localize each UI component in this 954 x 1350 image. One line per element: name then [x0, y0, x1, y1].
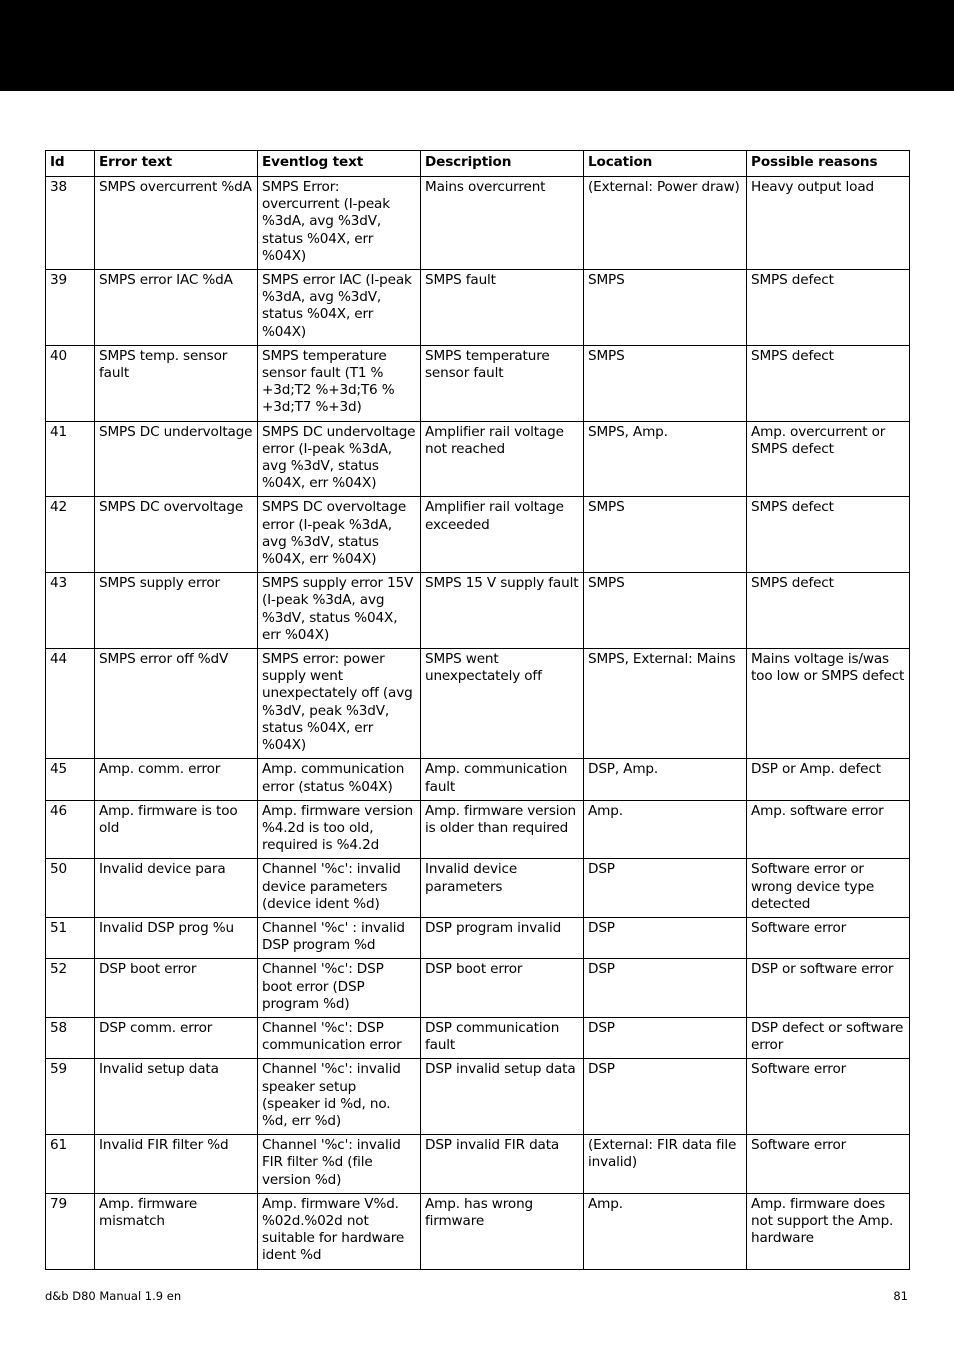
cell-eventlog-text: SMPS error: power supply went unexpectately off (avg %3dV, peak %3dV, status %04X, err %04X)	[258, 649, 421, 759]
cell-error-text: Amp. firmware is too old	[95, 800, 258, 859]
cell-eventlog-text: SMPS Error: overcurrent (I-peak %3dA, avg %3dV, status %04X, err %04X)	[258, 177, 421, 270]
cell-id: 58	[46, 1017, 95, 1058]
table-row	[46, 573, 910, 649]
cell-id: 61	[46, 1135, 95, 1194]
table-row	[46, 1059, 910, 1135]
table-row	[46, 759, 910, 800]
table-body	[46, 177, 910, 1270]
column-header-id: Id	[46, 151, 95, 177]
cell-description: Mains overcurrent	[421, 177, 584, 270]
cell-possible-reasons: Heavy output load	[747, 177, 910, 270]
cell-possible-reasons: Software error	[747, 1135, 910, 1194]
cell-possible-reasons: SMPS defect	[747, 573, 910, 649]
header-bar	[0, 0, 954, 91]
cell-possible-reasons: DSP or software error	[747, 959, 910, 1018]
cell-error-text: SMPS DC undervoltage	[95, 421, 258, 497]
cell-id: 46	[46, 800, 95, 859]
cell-id: 40	[46, 345, 95, 421]
cell-error-text: Invalid device para	[95, 859, 258, 918]
cell-possible-reasons: DSP defect or software error	[747, 1017, 910, 1058]
cell-location: Amp.	[584, 1193, 747, 1269]
cell-error-text: Invalid DSP prog %u	[95, 917, 258, 958]
table-row	[46, 177, 910, 270]
cell-description: DSP boot error	[421, 959, 584, 1018]
cell-error-text: SMPS supply error	[95, 573, 258, 649]
cell-location: DSP	[584, 859, 747, 918]
column-header-error-text: Error text	[95, 151, 258, 177]
column-header-location: Location	[584, 151, 747, 177]
cell-location: (External: FIR data file invalid)	[584, 1135, 747, 1194]
cell-error-text: Amp. comm. error	[95, 759, 258, 800]
cell-id: 42	[46, 497, 95, 573]
cell-location: SMPS, External: Mains	[584, 649, 747, 759]
cell-possible-reasons: SMPS defect	[747, 497, 910, 573]
cell-possible-reasons: Amp. software error	[747, 800, 910, 859]
cell-location: SMPS, Amp.	[584, 421, 747, 497]
column-header-description: Description	[421, 151, 584, 177]
cell-location: SMPS	[584, 270, 747, 346]
cell-description: SMPS 15 V supply fault	[421, 573, 584, 649]
cell-id: 38	[46, 177, 95, 270]
cell-location: DSP, Amp.	[584, 759, 747, 800]
cell-location: DSP	[584, 1017, 747, 1058]
cell-eventlog-text: Amp. communication error (status %04X)	[258, 759, 421, 800]
cell-error-text: SMPS overcurrent %dA	[95, 177, 258, 270]
table-row	[46, 959, 910, 1018]
cell-possible-reasons: Software error	[747, 917, 910, 958]
table-row	[46, 270, 910, 346]
cell-description: Amp. firmware version is older than required	[421, 800, 584, 859]
cell-location: Amp.	[584, 800, 747, 859]
cell-description: Amplifier rail voltage exceeded	[421, 497, 584, 573]
cell-eventlog-text: SMPS error IAC (I-peak %3dA, avg %3dV, status %04X, err %04X)	[258, 270, 421, 346]
footer-doc-title: d&b D80 Manual 1.9 en	[45, 1289, 182, 1303]
table-row	[46, 800, 910, 859]
cell-id: 52	[46, 959, 95, 1018]
table-row	[46, 859, 910, 918]
cell-error-text: DSP comm. error	[95, 1017, 258, 1058]
cell-eventlog-text: SMPS supply error 15V (I-peak %3dA, avg %3dV, status %04X, err %04X)	[258, 573, 421, 649]
cell-description: DSP invalid setup data	[421, 1059, 584, 1135]
cell-eventlog-text: Channel '%c': invalid FIR filter %d (file version %d)	[258, 1135, 421, 1194]
cell-description: DSP invalid FIR data	[421, 1135, 584, 1194]
cell-location: DSP	[584, 917, 747, 958]
cell-eventlog-text: SMPS temperature sensor fault (T1 % +3d;T2 %+3d;T6 % +3d;T7 %+3d)	[258, 345, 421, 421]
cell-eventlog-text: SMPS DC overvoltage error (I-peak %3dA, avg %3dV, status %04X, err %04X)	[258, 497, 421, 573]
cell-id: 79	[46, 1193, 95, 1269]
error-table	[45, 150, 910, 1270]
column-header-possible-reasons: Possible reasons	[747, 151, 910, 177]
table-row	[46, 421, 910, 497]
cell-error-text: DSP boot error	[95, 959, 258, 1018]
cell-location: DSP	[584, 959, 747, 1018]
cell-description: SMPS went unexpectately off	[421, 649, 584, 759]
table-row	[46, 497, 910, 573]
cell-id: 59	[46, 1059, 95, 1135]
cell-eventlog-text: Channel '%c': invalid speaker setup (speaker id %d, no. %d, err %d)	[258, 1059, 421, 1135]
cell-error-text: SMPS error off %dV	[95, 649, 258, 759]
cell-description: DSP program invalid	[421, 917, 584, 958]
cell-possible-reasons: Software error	[747, 1059, 910, 1135]
cell-eventlog-text: Amp. firmware version %4.2d is too old, required is %4.2d	[258, 800, 421, 859]
table-row	[46, 345, 910, 421]
cell-description: DSP communication fault	[421, 1017, 584, 1058]
table-header-row	[46, 151, 910, 177]
cell-possible-reasons: SMPS defect	[747, 345, 910, 421]
cell-eventlog-text: SMPS DC undervoltage error (I-peak %3dA, avg %3dV, status %04X, err %04X)	[258, 421, 421, 497]
cell-eventlog-text: Channel '%c': DSP boot error (DSP program %d)	[258, 959, 421, 1018]
cell-error-text: Amp. firmware mismatch	[95, 1193, 258, 1269]
cell-error-text: Invalid FIR filter %d	[95, 1135, 258, 1194]
cell-location: DSP	[584, 1059, 747, 1135]
cell-error-text: SMPS temp. sensor fault	[95, 345, 258, 421]
cell-possible-reasons: Mains voltage is/was too low or SMPS defect	[747, 649, 910, 759]
column-header-eventlog-text: Eventlog text	[258, 151, 421, 177]
cell-error-text: Invalid setup data	[95, 1059, 258, 1135]
footer-page-number: 81	[893, 1289, 908, 1303]
table-row	[46, 1017, 910, 1058]
cell-eventlog-text: Channel '%c' : invalid DSP program %d	[258, 917, 421, 958]
cell-error-text: SMPS error IAC %dA	[95, 270, 258, 346]
cell-id: 51	[46, 917, 95, 958]
cell-error-text: SMPS DC overvoltage	[95, 497, 258, 573]
table-row	[46, 1135, 910, 1194]
cell-id: 39	[46, 270, 95, 346]
cell-possible-reasons: Amp. firmware does not support the Amp. hardware	[747, 1193, 910, 1269]
cell-possible-reasons: DSP or Amp. defect	[747, 759, 910, 800]
cell-eventlog-text: Channel '%c': invalid device parameters (device ident %d)	[258, 859, 421, 918]
cell-description: Amp. communication fault	[421, 759, 584, 800]
table-row	[46, 649, 910, 759]
table-row	[46, 917, 910, 958]
cell-id: 45	[46, 759, 95, 800]
cell-id: 44	[46, 649, 95, 759]
cell-eventlog-text: Channel '%c': DSP communication error	[258, 1017, 421, 1058]
cell-location: SMPS	[584, 573, 747, 649]
cell-location: (External: Power draw)	[584, 177, 747, 270]
cell-description: Invalid device parameters	[421, 859, 584, 918]
cell-possible-reasons: SMPS defect	[747, 270, 910, 346]
cell-description: Amp. has wrong firmware	[421, 1193, 584, 1269]
table-row	[46, 1193, 910, 1269]
cell-id: 50	[46, 859, 95, 918]
cell-description: SMPS temperature sensor fault	[421, 345, 584, 421]
cell-possible-reasons: Amp. overcurrent or SMPS defect	[747, 421, 910, 497]
cell-location: SMPS	[584, 497, 747, 573]
cell-location: SMPS	[584, 345, 747, 421]
cell-id: 41	[46, 421, 95, 497]
cell-possible-reasons: Software error or wrong device type detected	[747, 859, 910, 918]
cell-id: 43	[46, 573, 95, 649]
cell-eventlog-text: Amp. firmware V%d. %02d.%02d not suitable for hardware ident %d	[258, 1193, 421, 1269]
cell-description: SMPS fault	[421, 270, 584, 346]
cell-description: Amplifier rail voltage not reached	[421, 421, 584, 497]
